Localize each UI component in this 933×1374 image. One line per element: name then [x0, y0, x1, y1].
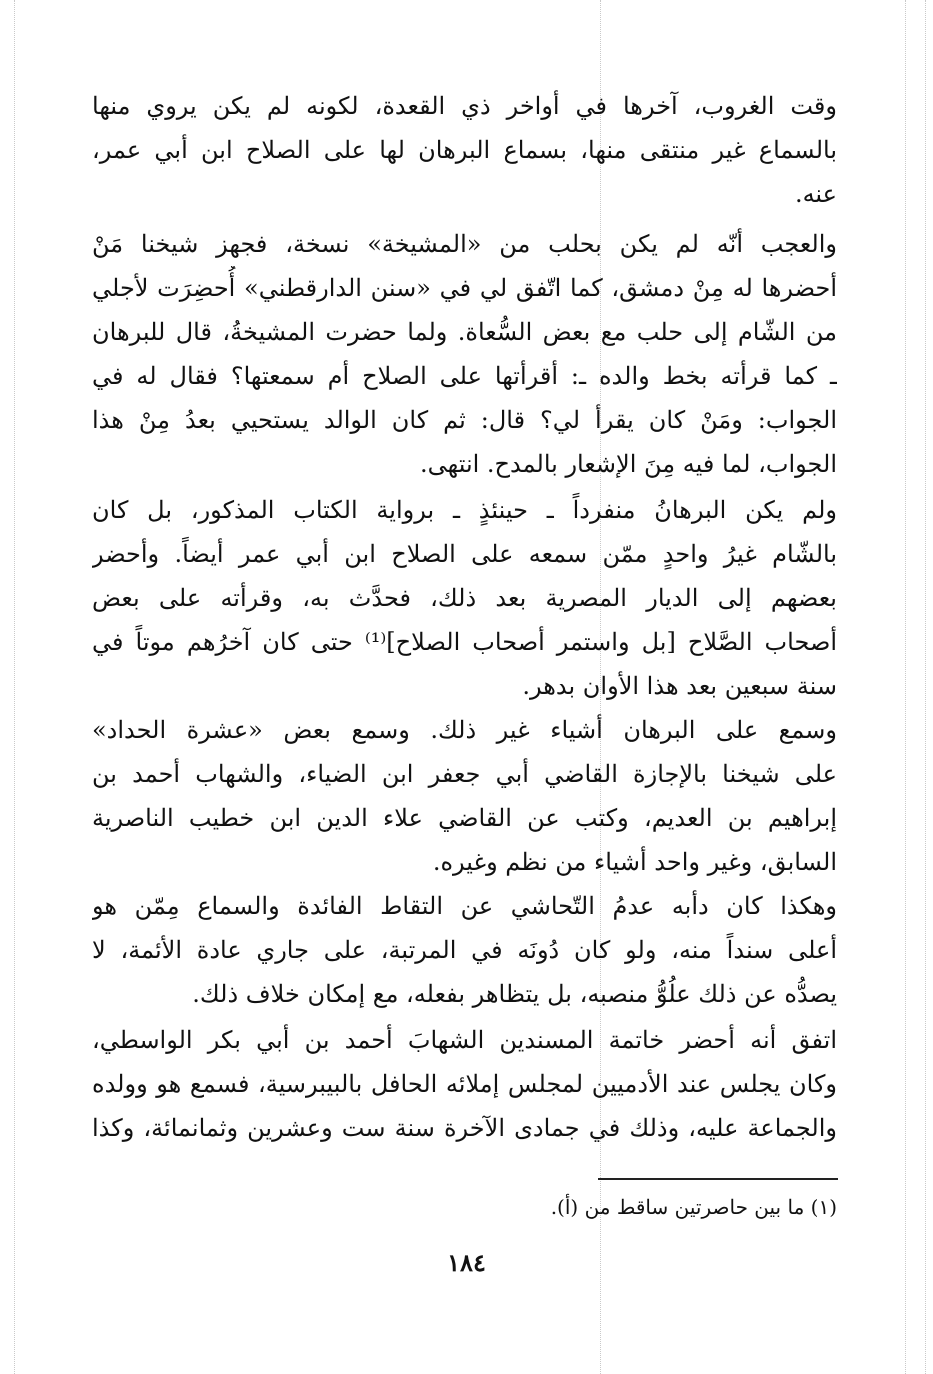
footnote-separator	[598, 1178, 838, 1180]
scan-guide-line	[14, 0, 15, 1374]
text-line: وسمع على البرهان أشياء غير ذلك. وسمع بعض «عشرة الحداد»	[92, 716, 837, 744]
paragraph-6	[92, 1018, 837, 1150]
text-line: اتفق أنه أحضر خاتمة المسندين الشهابَ أحمد بن أبي بكر الواسطي،	[92, 1026, 837, 1054]
text-line: أعلى سنداً منه، ولو كان دُونَه في المرتبة، على جاري عادة الأئمة، لا	[92, 936, 837, 964]
text-line: الجواب، لما فيه مِنَ الإشعار بالمدح. انتهى.	[420, 450, 837, 478]
text-line: أصحاب الصَّلاح [بل واستمر أصحاب الصلاح]⁽¹⁾ حتى كان آخرُهم موتاً في	[92, 628, 837, 656]
text-line: وكان يجلس عند الأدميين لمجلس إملائه الحافل بالبيبرسية، فسمع هو وولده	[92, 1070, 837, 1098]
text-line: السابق، وغير واحد أشياء من نظم وغيره.	[432, 848, 837, 876]
paragraph-1	[92, 84, 837, 216]
paragraph-3	[92, 488, 837, 708]
text-line: يصدُّه عن ذلك علُوُّ منصبه، بل يتظاهر بفعله، مع إمكان خلاف ذلك.	[192, 980, 837, 1008]
text-line: وهكذا كان دأبه عدمُ التّحاشي عن التقاط الفائدة والسماع مِمّن هو	[92, 892, 837, 920]
scan-guide-line	[905, 0, 906, 1374]
scan-guide-line	[925, 0, 926, 1374]
text-line: عنه.	[794, 180, 837, 208]
text-line: ولم يكن البرهانُ منفرداً ـ حينئذٍ ـ برواية الكتاب المذكور، بل كان	[92, 496, 837, 524]
text-line: والجماعة عليه، وذلك في جمادى الآخرة سنة ست وعشرين وثمانمائة، وكذا	[92, 1114, 837, 1142]
text-line: ـ كما قرأته بخط والده ـ: أقرأتها على الصلاح أم سمعتها؟ فقال له في	[92, 362, 837, 390]
footnote: (١) ما بين حاصرتين ساقط من (أ).	[550, 1195, 837, 1219]
text-line: وقت الغروب، آخرها في أواخر ذي القعدة، لكونه لم يكن يروي منها	[92, 92, 837, 120]
paragraph-4	[92, 708, 837, 884]
text-line: بعضهم إلى الديار المصرية بعد ذلك، فحدَّث به، وقرأته على بعض	[92, 584, 837, 612]
text-line: الجواب: ومَنْ كان يقرأ لي؟ قال: ثم كان الوالد يستحيي بعدُ مِنْ هذا	[92, 406, 837, 434]
text-line: بالسماع غير منتقى منها، بسماع البرهان لها على الصلاح ابن أبي عمر،	[92, 136, 837, 164]
text-line: أحضرها له مِنْ دمشق، كما اتّفق لي في «سنن الدارقطني» أُحضِرَت لأجلي	[92, 274, 837, 302]
paragraph-5	[92, 884, 837, 1016]
text-line: من الشّام إلى حلب مع بعض السُّعاة. ولما حضرت المشيخةُ، قال للبرهان	[92, 318, 837, 346]
text-line: بالشّام غيرُ واحدٍ ممّن سمعه على الصلاح ابن أبي عمر أيضاً. وأحضر	[92, 540, 837, 568]
text-line: على شيخنا بالإجازة القاضي أبي جعفر ابن الضياء، والشهاب أحمد بن	[92, 760, 837, 788]
text-line: إبراهيم بن العديم، وكتب عن القاضي علاء الدين ابن خطيب الناصرية	[92, 804, 837, 832]
text-line: والعجب أنّه لم يكن بحلب من «المشيخة» نسخة، فجهز شيخنا مَنْ	[92, 230, 837, 258]
text-line: سنة سبعين بعد هذا الأوان بدهر.	[522, 672, 837, 700]
page-number: ١٨٤	[447, 1248, 486, 1277]
paragraph-2	[92, 222, 837, 486]
